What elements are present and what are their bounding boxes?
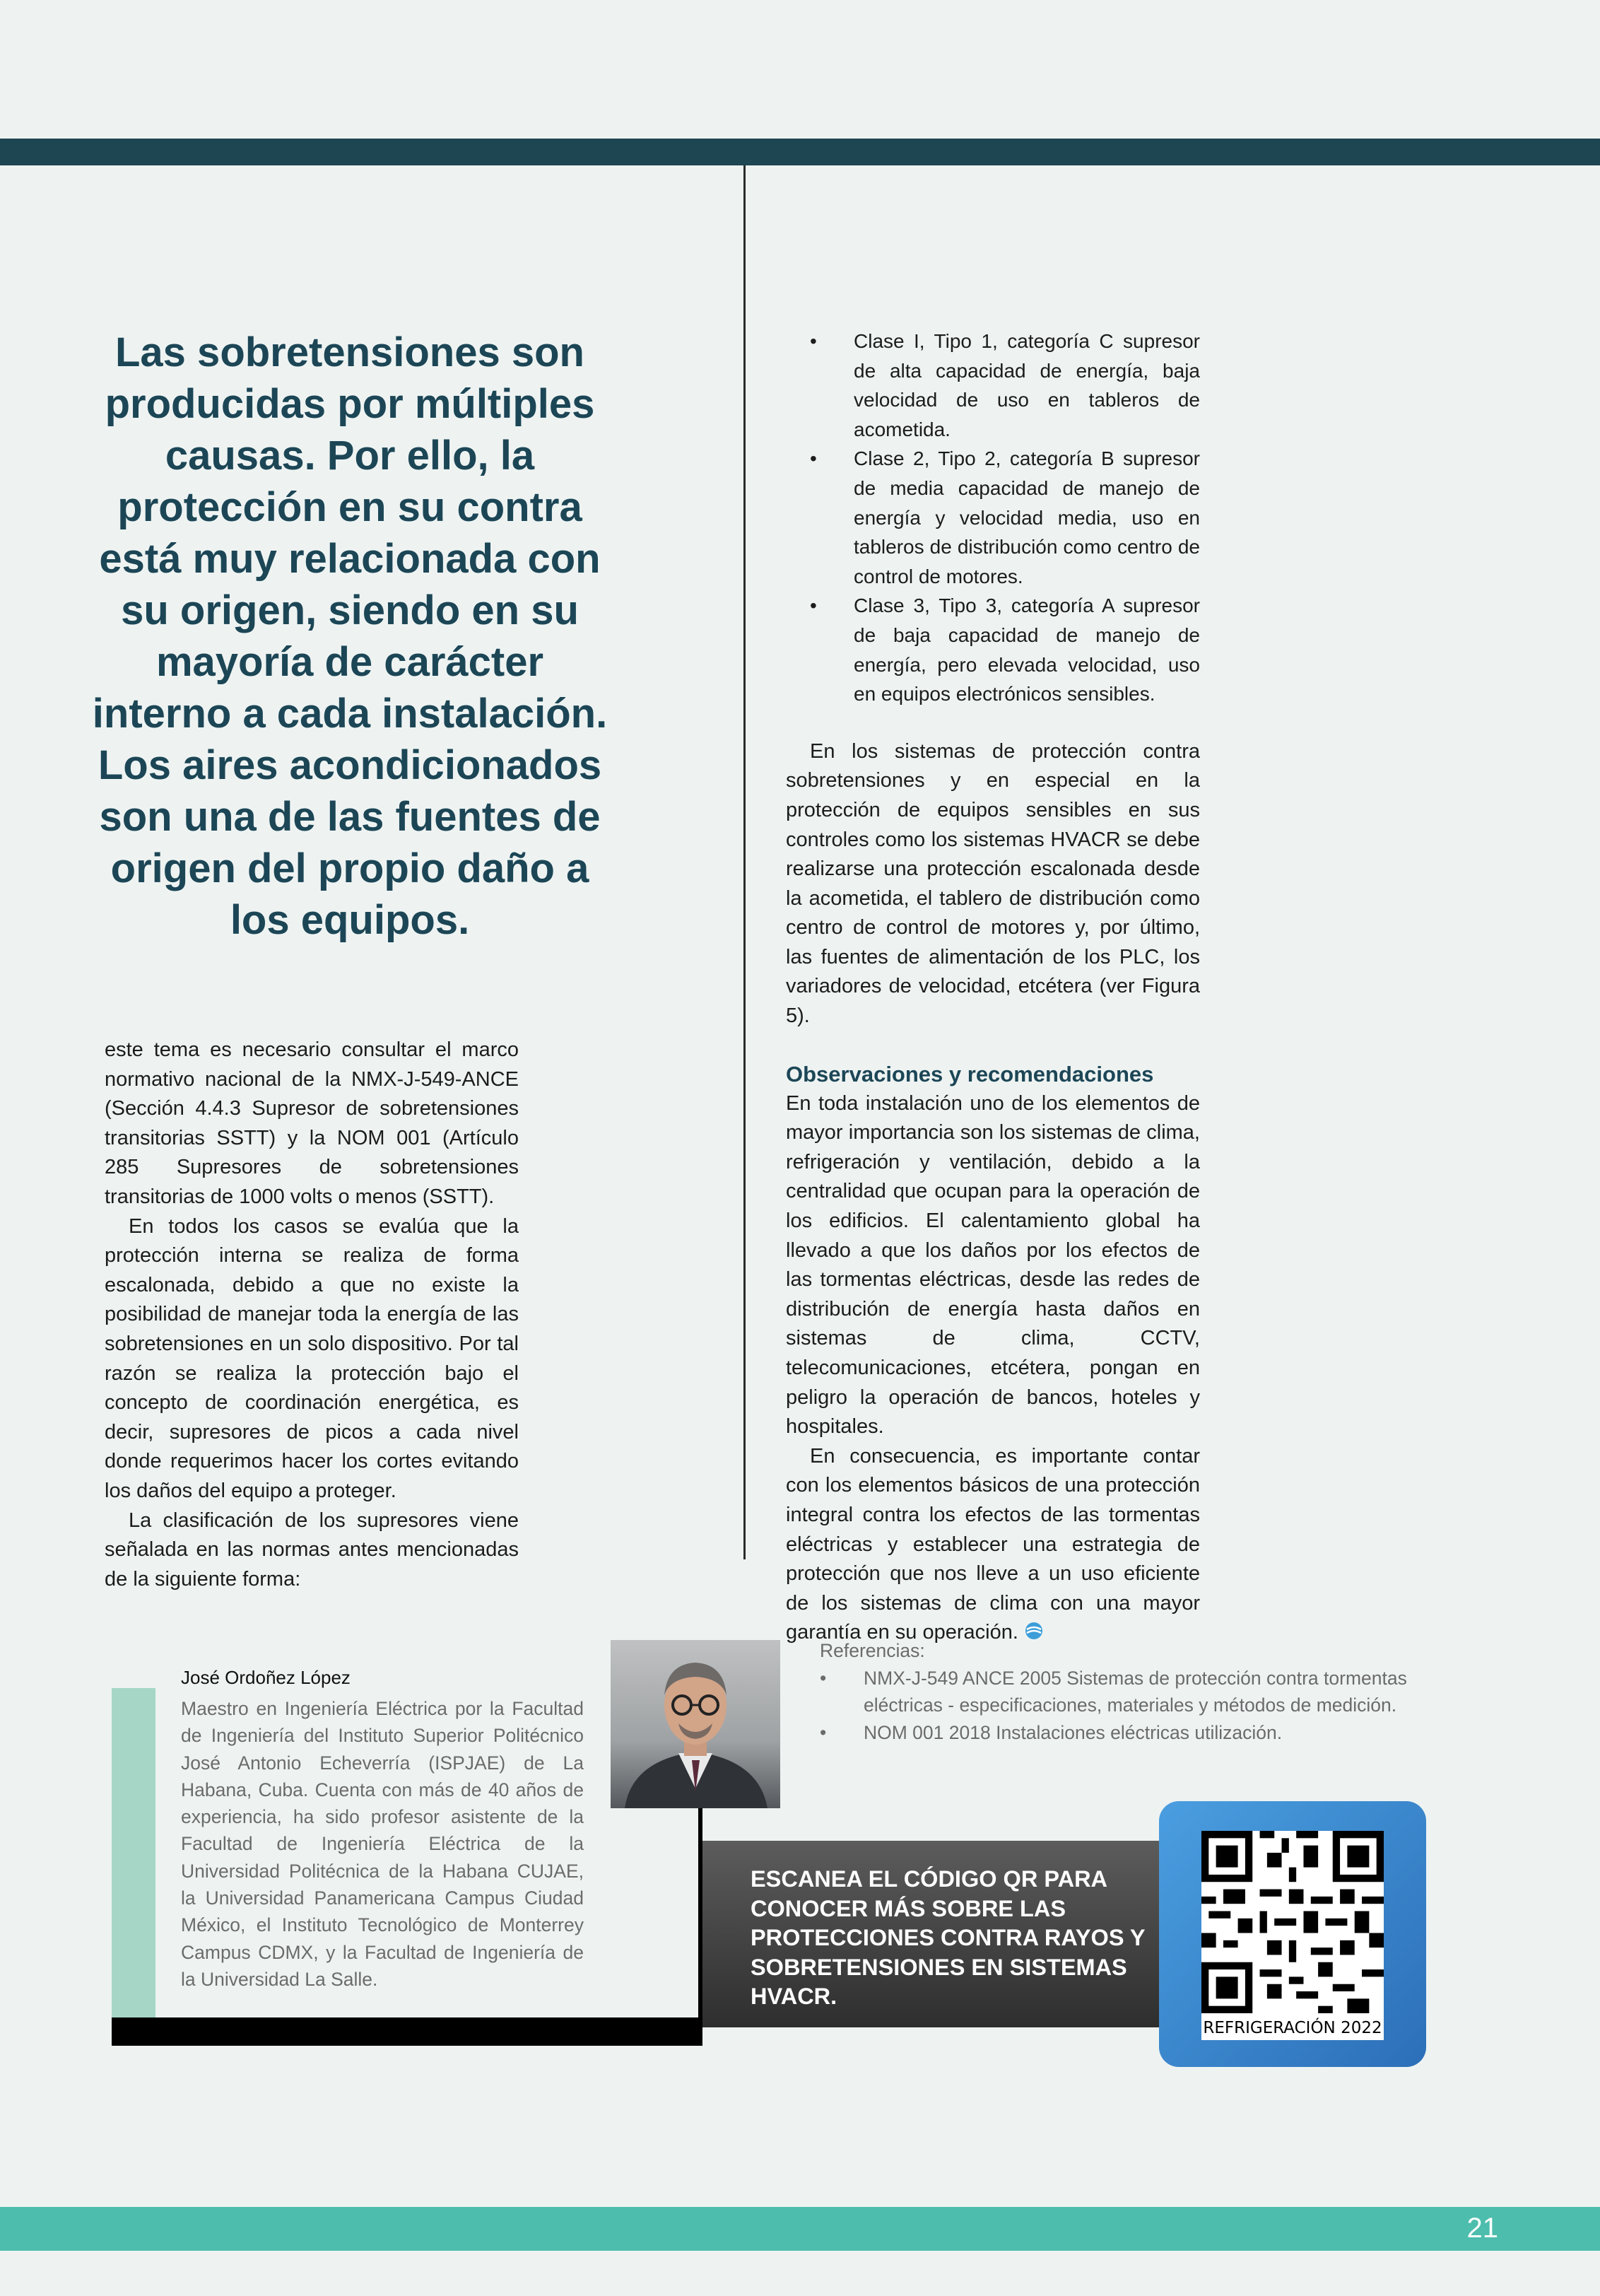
qr-caption: REFRIGERACIÓN 2022 <box>1203 2019 1382 2037</box>
author-name: José Ordoñez López <box>181 1667 351 1688</box>
body-paragraph <box>786 1442 1200 1648</box>
author-portrait <box>611 1640 780 1808</box>
column-divider <box>743 165 746 1559</box>
bullet-icon: • <box>810 594 817 617</box>
list-item-text: Clase I, Tipo 1, categoría C supresor de alta capacidad de energía, baja velocidad de uso en tableros de acometida. <box>854 330 1200 440</box>
author-bio: Maestro en Ingeniería Eléctrica por la Facultad de Ingeniería del Instituto Superior Politécnico José Antonio Echeverría (ISPJAE) de La Habana, Cuba. Cuenta con más de 40 años de experiencia, ha sido profesor asistente de la Facultad de Ingeniería Eléctrica de la Universidad Politécnica de la Habana CUJAE, la Universidad Panamericana Campus Ciudad México, el Instituto Tecnológico de Monterrey Campus CDMX, y la Facultad de Ingeniería de la Universidad La Salle. <box>181 1698 584 1990</box>
section-heading: Observaciones y recomendaciones <box>786 1061 1154 1086</box>
page-number: 21 <box>1466 2213 1498 2244</box>
bullet-icon: • <box>820 1721 827 1743</box>
top-header-band <box>0 139 1600 165</box>
qr-card[interactable] <box>1159 1801 1426 2067</box>
qr-cta-text: ESCANEA EL CÓDIGO QR PARA CONOCER MÁS SOBRE LAS PROTECCIONES CONTRA RAYOS Y SOBRETENSIONES EN SISTEMAS HVACR. <box>751 1866 1146 2009</box>
qr-code[interactable] <box>1201 1831 1384 2040</box>
body-paragraph: En toda instalación uno de los elementos de mayor importancia son los sistemas de clima, refrigeración y ventilación, debido a la centralidad que ocupan para la operación de los edificios. El calentamiento global ha llevado a que los daños por los efectos de las tormentas eléctricas, desde las redes de distribución de energía hasta daños en sistemas de clima, CCTV, telecomunicaciones, etcétera, pongan en peligro la operación de bancos, hoteles y hospitales. <box>786 1091 1200 1439</box>
list-item <box>786 444 1200 591</box>
references <box>820 1637 1456 1746</box>
list-item-text: Clase 2, Tipo 2, categoría B supresor de media capacidad de manejo de energía y velocidad media, uso en tableros de distribución como centro de control de motores. <box>854 447 1200 587</box>
author-accent-bar <box>112 1688 155 2019</box>
left-column-body <box>105 1036 519 1594</box>
body-paragraph: La clasificación de los supresores viene señalada en las normas antes mencionadas de la siguiente forma: <box>105 1509 519 1591</box>
author-photo <box>611 1640 780 1808</box>
list-item-text: Clase 3, Tipo 3, categoría A supresor de baja capacidad de manejo de energía, pero elevada velocidad, uso en equipos electrónicos sensibles. <box>854 594 1200 705</box>
right-column <box>786 327 1200 1648</box>
references-title: Referencias: <box>820 1640 925 1661</box>
pull-quote: Las sobretensiones son producidas por múltiples causas. Por ello, la protección en su contra está muy relacionada con su origen, siendo en su mayoría de carácter interno a cada instalación. Los aires acondicionados son una de las fuentes de origen del propio daño a los equipos. <box>92 329 608 943</box>
surge-class-list <box>786 327 1200 709</box>
list-item <box>786 591 1200 708</box>
bullet-icon: • <box>810 330 817 352</box>
author-bottom-bar <box>112 2017 702 2046</box>
reference-text: NOM 001 2018 Instalaciones eléctricas utilización. <box>864 1721 1283 1743</box>
reference-text: NMX-J-549 ANCE 2005 Sistemas de protección contra tormentas eléctricas - especificaciones, materiales y métodos de medición. <box>864 1667 1407 1716</box>
body-paragraph: este tema es necesario consultar el marco normativo nacional de la NMX-J-549-ANCE (Sección 4.4.3 Supresor de sobretensiones transitorias SSTT) y la NOM 001 (Artículo 285 Supresores de sobretensiones transitorias de 1000 volts o menos (SSTT). <box>105 1038 519 1208</box>
closing-paragraph-text: En consecuencia, es importante contar con los elementos básicos de una protección integral contra los efectos de las tormentas eléctricas y establecer una estrategia de protección que nos lleve a un uso eficiente de los sistemas de clima con una mayor garantía en su operación. <box>786 1444 1200 1644</box>
bullet-icon: • <box>810 447 817 470</box>
references-list <box>820 1665 1456 1747</box>
footer-band <box>0 2207 1600 2251</box>
list-item <box>786 327 1200 444</box>
body-paragraph: En todos los casos se evalúa que la protección interna se realiza de forma escalonada, debido a que no existe la posibilidad de manejar toda la energía de las sobretensiones en un solo dispositivo. Por tal razón se realiza la protección bajo el concepto de coordinación energética, es decir, supresores de picos a cada nivel donde requerimos hacer los cortes evitando los daños del equipo a proteger. <box>105 1214 519 1502</box>
body-paragraph: En los sistemas de protección contra sobretensiones y en especial en la protección de equipos sensibles en sus controles como los sistemas HVACR se debe realizarse una protección escalonada desde la acometida, el tablero de distribución como centro de control de motores y, por último, las fuentes de alimentación de los PLC, los variadores de velocidad, etcétera (ver Figura 5). <box>786 739 1200 1028</box>
reference-item <box>820 1719 1456 1747</box>
reference-item <box>820 1665 1456 1719</box>
qr-cta-box <box>702 1841 1197 2027</box>
qr-pattern-icon <box>1201 1831 1384 2013</box>
bullet-icon: • <box>820 1667 827 1689</box>
